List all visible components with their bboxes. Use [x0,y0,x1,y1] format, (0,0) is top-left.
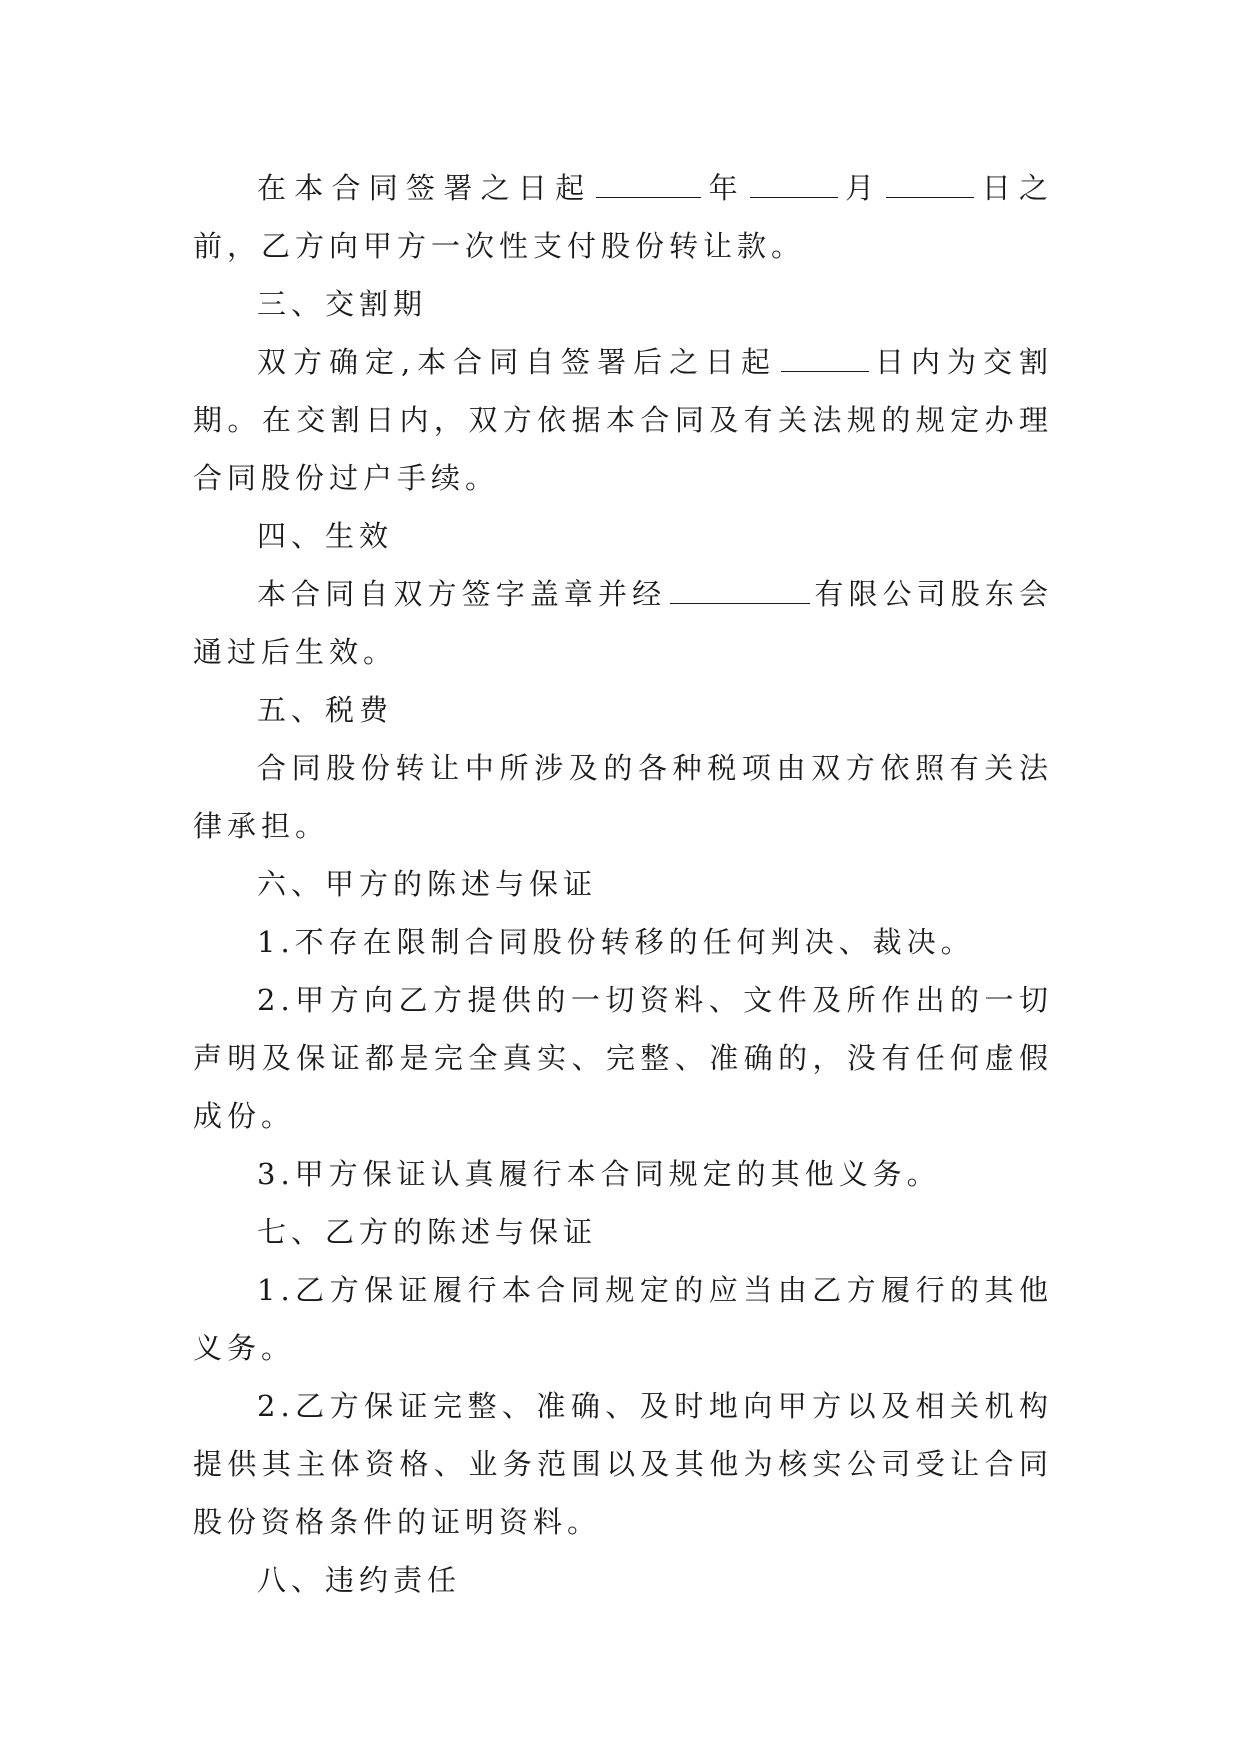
section-7-heading: 七、乙方的陈述与保证 [257,1215,598,1249]
effect-text-start: 本合同自双方签字盖章并经 [257,577,667,611]
effect-text-end: 有限公司股东会通过后生效。 [193,577,1053,669]
closing-text-start: 双方确定,本合同自签署后之日起 [257,345,778,379]
payment-text-start: 在本合同签署之日起 [257,171,593,205]
year-blank [596,171,701,198]
tax-paragraph: 合同股份转让中所涉及的各种税项由双方依照有关法律承担。 [193,751,1053,843]
section-5-heading: 五、税费 [257,693,394,727]
party-b-clause-2: 2.乙方保证完整、准确、及时地向甲方以及相关机构提供其主体资格、业务范围以及其他为核实公司受让合同股份资格条件的证明资料。 [193,1389,1053,1539]
party-a-clause-2: 2.甲方向乙方提供的一切资料、文件及所作出的一切声明及保证都是完全真实、完整、准确的，没有任何虚假成份。 [193,983,1053,1133]
payment-text-end: 日之前，乙方向甲方一次性支付股份转让款。 [193,171,1053,263]
year-label: 年 [705,171,746,205]
days-blank [781,345,869,372]
closing-period-paragraph [193,333,1053,507]
party-b-clause-1: 1.乙方保证履行本合同规定的应当由乙方履行的其他义务。 [193,1273,1053,1365]
month-label: 月 [841,171,883,205]
day-blank [886,171,974,198]
section-6-heading: 六、甲方的陈述与保证 [257,867,598,901]
section-4-heading: 四、生效 [257,519,394,553]
company-name-blank [670,577,810,604]
party-a-clause-1: 1.不存在限制合同股份转移的任何判决、裁决。 [257,925,975,959]
contract-body [193,159,1053,1609]
section-8-heading: 八、违约责任 [257,1563,462,1597]
section-3-heading: 三、交割期 [257,287,428,321]
month-blank [750,171,838,198]
party-a-clause-3: 3.甲方保证认真履行本合同规定的其他义务。 [257,1157,941,1191]
effectiveness-paragraph [193,565,1053,681]
payment-paragraph [193,159,1053,275]
closing-text-end: 日内为交割期。在交割日内，双方依据本合同及有关法规的规定办理合同股份过户手续。 [193,345,1053,495]
